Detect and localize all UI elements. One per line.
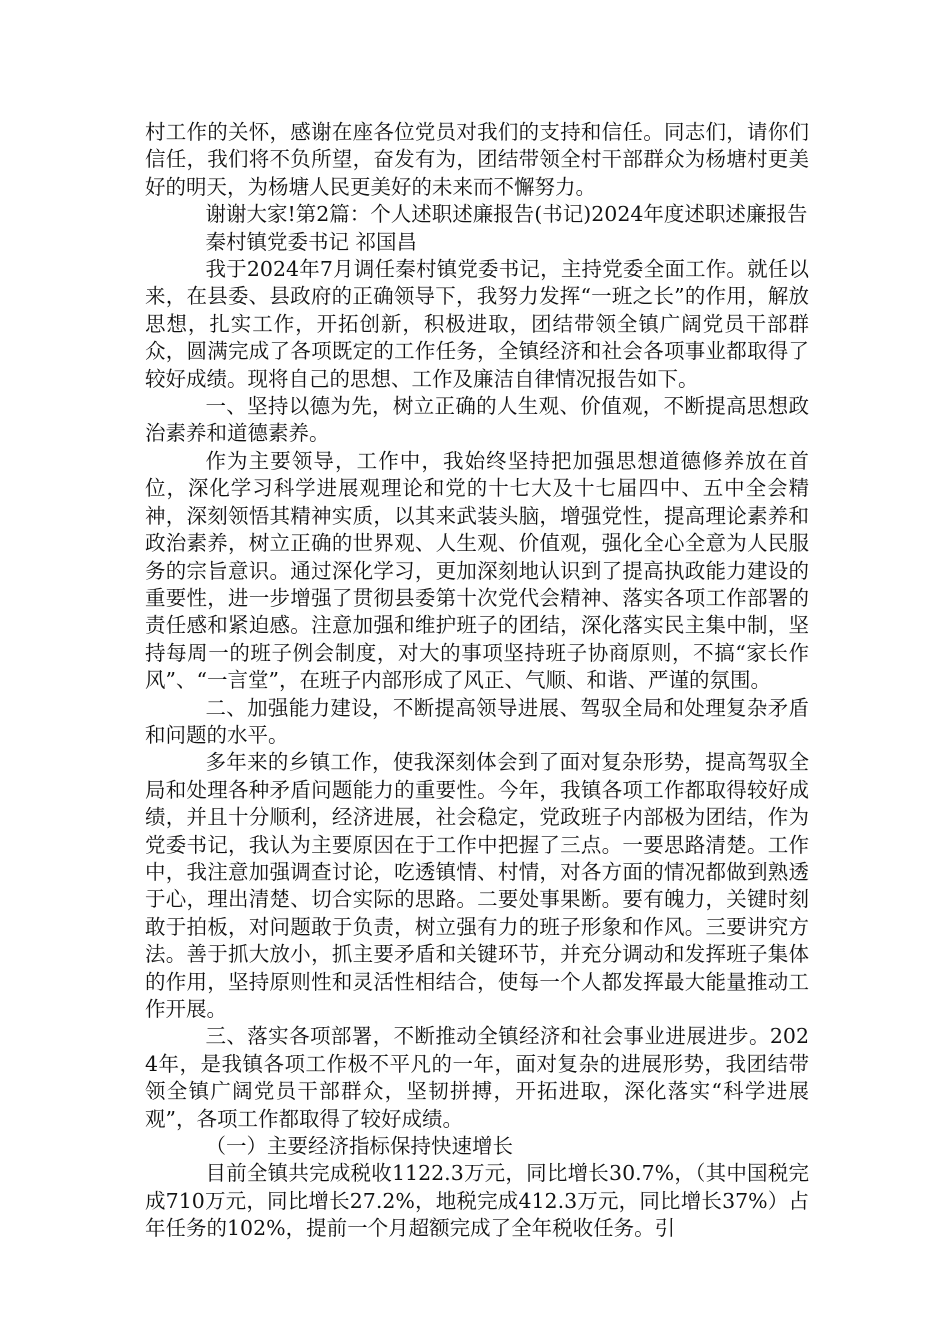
paragraph-section-2: 多年来的乡镇工作，使我深刻体会到了面对复杂形势，提高驾驭全局和处理各种矛盾问题能力的重要性。今年，我镇各项工作都取得较好成绩，并且十分顺利，经济进展，社会稳定，党政班子内部极为团结，作为党委书记，我认为主要原因在于工作中把握了三点。一要思路清楚。工作中，我注意加强调查讨论，吃透镇情、村情，对各方面的情况都做到熟透于心，理出清楚、切合实际的思路。二要处事果断。要有魄力，关键时刻敢于拍板，对问题敢于负责，树立强有力的班子形象和作风。三要讲究方法。善于抓大放小，抓主要矛盾和关键环节，并充分调动和发挥班子集体的作用，坚持原则性和灵活性相结合，使每一个人都发挥最大能量推动工作开展。: [145, 750, 809, 1021]
paragraph-subsection-1: 目前全镇共完成税收1122.3万元，同比增长30.7%，（其中国税完成710万元，同比增长27.2%，地税完成412.3万元，同比增长37%）占年任务的102%，提前一个月超额完成了全年税收任务。引: [145, 1161, 809, 1241]
paragraph-closing: 村工作的关怀，感谢在座各位党员对我们的支持和信任。同志们，请你们信任，我们将不负所望，奋发有为，团结带领全村干部群众为杨塘村更美好的明天，为杨塘人民更美好的未来而不懈努力。: [145, 120, 809, 199]
paragraph-title: 谢谢大家!第2篇：个人述职述廉报告(书记)2024年度述职述廉报告: [205, 202, 808, 227]
subsection-heading-1: （一）主要经济指标保持快速增长: [205, 1134, 513, 1159]
section-heading-1: 一、坚持以德为先，树立正确的人生观、价值观，不断提高思想政治素养和道德素养。: [145, 394, 809, 446]
paragraph-section-1: 作为主要领导，工作中，我始终坚持把加强思想道德修养放在首位，深化学习科学进展观理论和党的十七大及十七届四中、五中全会精神，深刻领悟其精神实质，以其来武装头脑，增强党性，提高理论素养和政治素养，树立正确的世界观、人生观、价值观，强化全心全意为人民服务的宗旨意识。通过深化学习，更加深刻地认识到了提高执政能力建设的重要性，进一步增强了贯彻县委第十次党代会精神、落实各项工作部署的责任感和紧迫感。注意加强和维护班子的团结，深化落实民主集中制，坚持每周一的班子例会制度，对大的事项坚持班子协商原则，不搞“家长作风”、“一言堂”，在班子内部形成了风正、气顺、和谐、严谨的氛围。: [145, 448, 809, 693]
paragraph-intro: 我于2024年7月调任秦村镇党委书记，主持党委全面工作。就任以来，在县委、县政府的正确领导下，我努力发挥“一班之长”的作用，解放思想，扎实工作，开拓创新，积极进取，团结带领全镇广阔党员干部群众，圆满完成了各项既定的工作任务，全镇经济和社会各项事业都取得了较好成绩。现将自己的思想、工作及廉洁自律情况报告如下。: [145, 257, 809, 391]
section-heading-3: 三、落实各项部署，不断推动全镇经济和社会事业进展进步。2024年，是我镇各项工作极不平凡的一年，面对复杂的进展形势，我团结带领全镇广阔党员干部群众，坚韧拼搏，开拓进取，深化落实“科学进展观”，各项工作都取得了较好成绩。: [145, 1024, 809, 1131]
paragraph-author: 秦村镇党委书记 祁国昌: [205, 229, 417, 254]
document-body: [145, 119, 809, 1243]
section-heading-2: 二、加强能力建设，不断提高领导进展、驾驭全局和处理复杂矛盾和问题的水平。: [145, 695, 809, 747]
